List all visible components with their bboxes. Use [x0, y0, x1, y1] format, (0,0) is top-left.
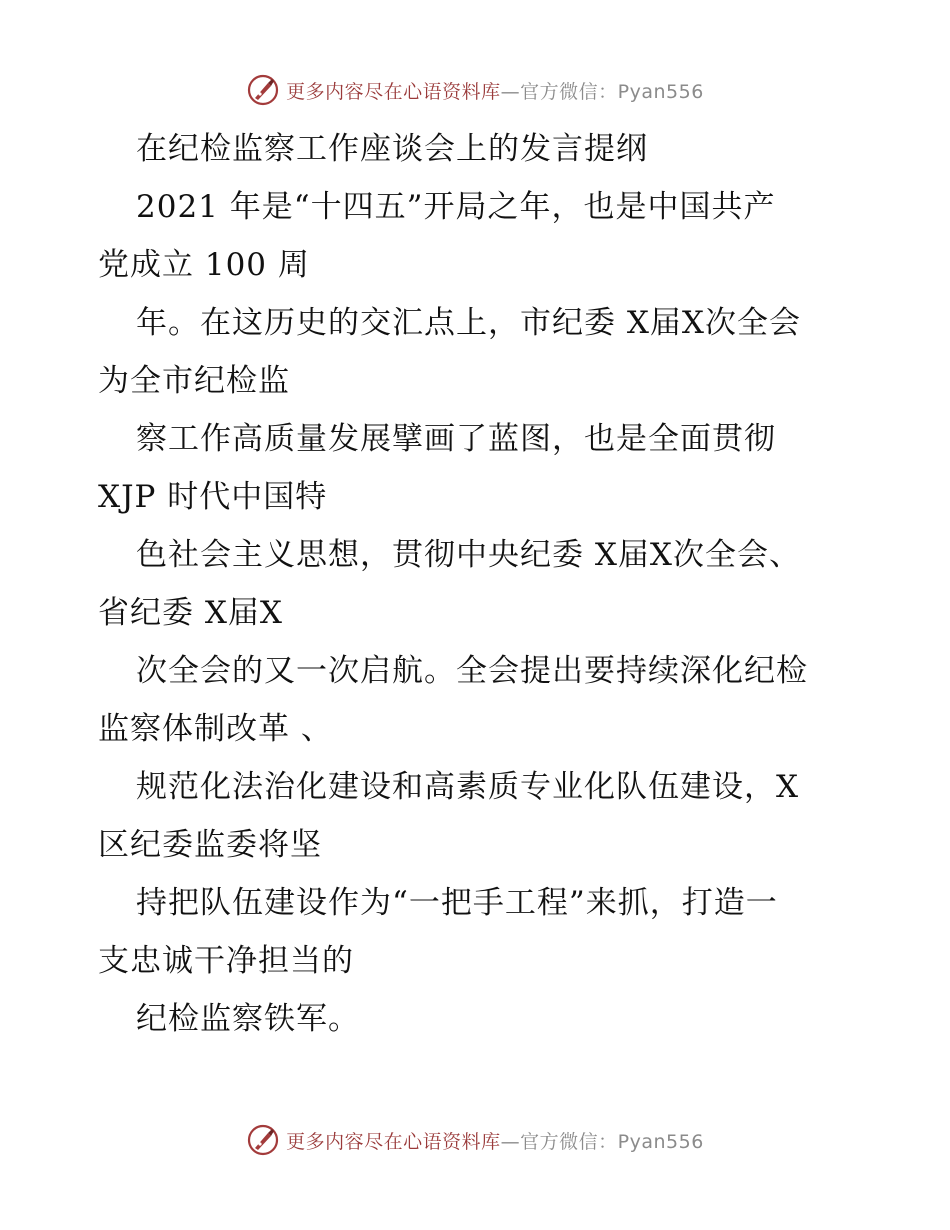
- watermark-text: [286, 1127, 704, 1154]
- text-line: 支忠诚干净担当的: [98, 943, 354, 979]
- text-line: 区纪委监委将坚: [98, 827, 322, 863]
- watermark-text: [286, 77, 704, 104]
- text-line: 持把队伍建设作为“一把手工程”来抓，打造一: [136, 885, 778, 921]
- text-line: 党成立 100 周: [98, 247, 310, 283]
- text-line: 为全市纪检监: [98, 363, 290, 399]
- pen-nib-logo-icon: [246, 1123, 280, 1157]
- text-line: 年。在这历史的交汇点上，市纪委 X届X次全会: [136, 305, 801, 341]
- text-line: 规范化法治化建设和高素质专业化队伍建设，X: [136, 769, 800, 805]
- text-line: 2021 年是“十四五”开局之年，也是中国共产: [136, 189, 776, 225]
- text-line: 监察体制改革 、: [98, 711, 333, 747]
- text-line: 色社会主义思想，贯彻中央纪委 X届X次全会、: [136, 537, 801, 573]
- text-line: 省纪委 X届X: [98, 595, 283, 631]
- text-line: 次全会的又一次启航。全会提出要持续深化纪检: [136, 653, 808, 689]
- watermark-text-main: 更多内容尽在心语资料库: [286, 80, 501, 103]
- watermark-text-rest: —官方微信：Pyan556: [500, 80, 704, 103]
- text-line: XJP 时代中国特: [98, 479, 328, 515]
- header-watermark-banner: [0, 70, 950, 110]
- watermark-text-main: 更多内容尽在心语资料库: [286, 1130, 501, 1153]
- footer-watermark-banner: [0, 1120, 950, 1160]
- watermark-text-rest: —官方微信：Pyan556: [500, 1130, 704, 1153]
- text-line: 纪检监察铁军。: [136, 1001, 360, 1037]
- document-title: 在纪检监察工作座谈会上的发言提纲: [136, 131, 648, 167]
- pen-nib-logo-icon: [246, 73, 280, 107]
- document-body: [98, 120, 868, 1048]
- text-line: 察工作高质量发展擘画了蓝图，也是全面贯彻: [136, 421, 776, 457]
